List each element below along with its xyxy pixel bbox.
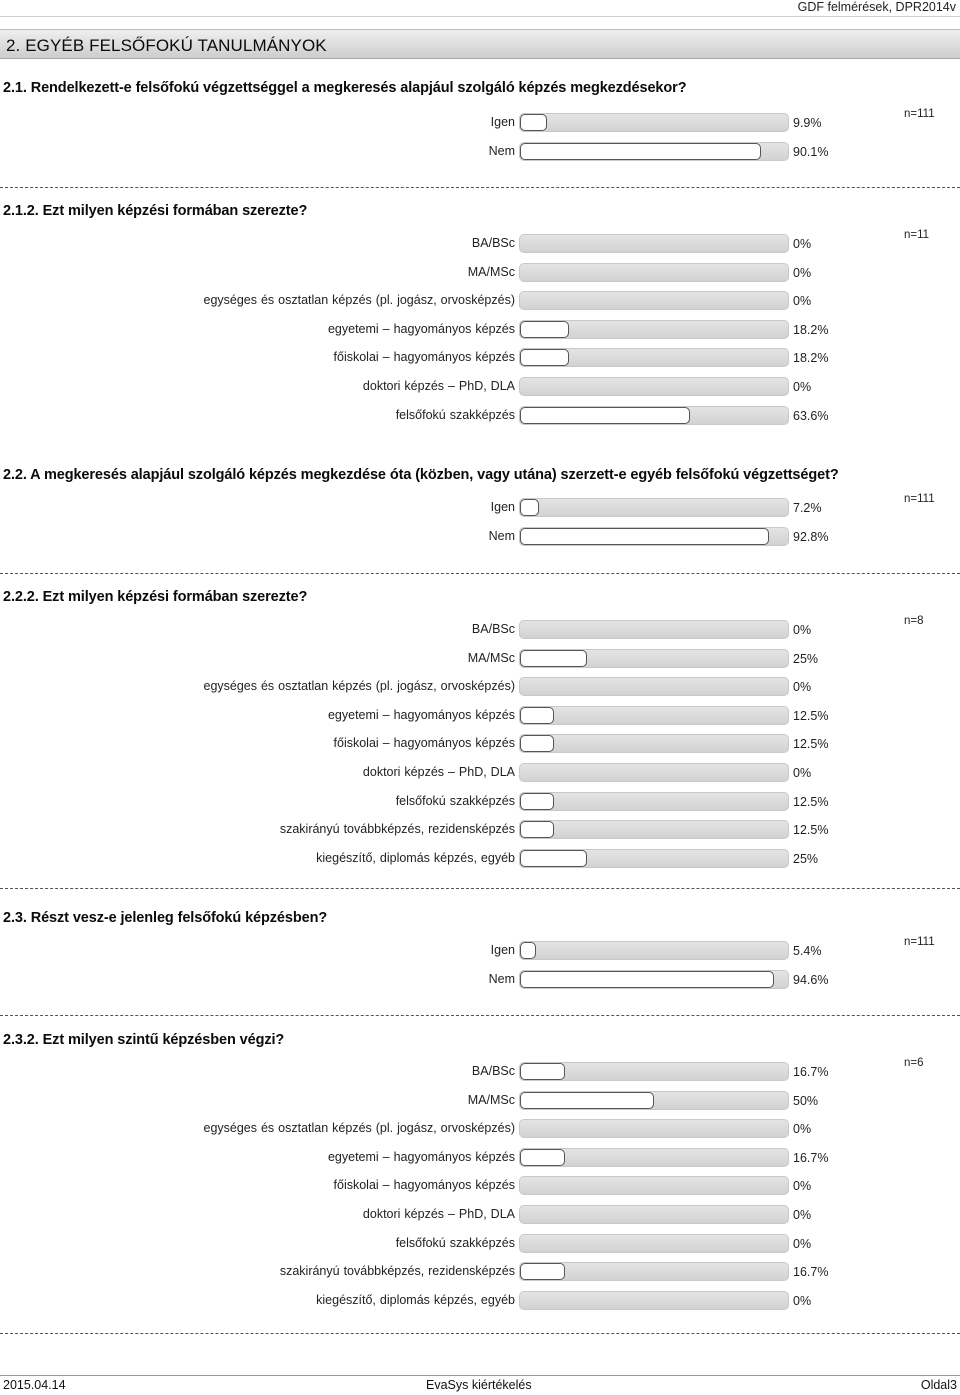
percentage-bar-track [519, 677, 789, 696]
answer-percentage: 16.7% [793, 1265, 829, 1280]
answer-row [0, 406, 960, 426]
answer-percentage: 90.1% [793, 144, 829, 159]
percentage-bar-track [519, 1091, 789, 1110]
answer-row [0, 1148, 960, 1168]
section-band [0, 29, 960, 59]
percentage-bar-fill [520, 528, 769, 545]
percentage-bar-track [519, 620, 789, 639]
percentage-bar-fill [520, 821, 554, 838]
answer-percentage: 0% [793, 680, 812, 695]
answer-label: kiegészítő, diplomás képzés, egyéb [316, 850, 515, 865]
answer-percentage: 0% [793, 1122, 812, 1137]
answer-row [0, 936, 960, 961]
answer-row [0, 348, 960, 368]
answer-row [0, 849, 960, 869]
answer-label: doktori képzés – PhD, DLA [362, 379, 515, 393]
question-title: 2.1.2. Ezt milyen képzési formában szerezte? [3, 203, 308, 219]
percentage-bar-track [519, 1148, 789, 1167]
percentage-bar-track [519, 649, 789, 668]
percentage-bar-track [519, 406, 789, 425]
answer-row [0, 229, 960, 254]
answer-row [0, 377, 960, 397]
answer-row [0, 649, 960, 669]
percentage-bar-track [519, 527, 789, 546]
answer-label: felsőfokú szakképzés [395, 407, 515, 422]
answer-percentage: 18.2% [793, 351, 829, 366]
question-separator [0, 187, 960, 188]
percentage-bar-track [519, 734, 789, 753]
answer-percentage: 0% [793, 237, 812, 251]
answer-label: egységes és osztatlan képzés (pl. jogász, orvosképzés) [203, 293, 515, 308]
answer-label: Igen [490, 115, 515, 129]
answer-label: egyetemi – hagyományos képzés [327, 1149, 515, 1164]
answer-percentage: 12.5% [793, 708, 829, 723]
answer-label: felsőfokú szakképzés [395, 793, 515, 808]
percentage-bar-track [519, 1205, 789, 1224]
answer-percentage: 0% [793, 766, 812, 780]
report-header-title: GDF felmérések, DPR2014v [797, 0, 956, 14]
section-title: 2. EGYÉB FELSŐFOKÚ TANULMÁNYOK [6, 36, 327, 55]
percentage-bar-fill [520, 1092, 654, 1109]
percentage-bar-fill [520, 321, 569, 338]
sample-size: n=111 [904, 936, 935, 948]
question-title: 2.2. A megkeresés alapjául szolgáló képzés megkezdése óta (közben, vagy utána) szerzett-e egyéb felsőfokú végzettséget? [3, 467, 839, 483]
percentage-bar-track [519, 1262, 789, 1281]
percentage-bar-fill [520, 971, 774, 988]
percentage-bar-fill [520, 735, 554, 752]
answer-percentage: 12.5% [793, 794, 829, 809]
answer-row [0, 615, 960, 640]
percentage-bar-track [519, 1234, 789, 1253]
answer-row [0, 263, 960, 283]
answer-percentage: 0% [793, 265, 812, 280]
answer-percentage: 9.9% [793, 116, 822, 130]
answer-label: főiskolai – hagyományos képzés [333, 1178, 515, 1193]
percentage-bar-track [519, 348, 789, 367]
question-separator [0, 1333, 960, 1334]
answer-label: kiegészítő, diplomás képzés, egyéb [316, 1292, 515, 1307]
answer-row [0, 1091, 960, 1111]
percentage-bar-track [519, 792, 789, 811]
answer-row [0, 108, 960, 133]
percentage-bar-track [519, 291, 789, 310]
answer-row [0, 291, 960, 311]
percentage-bar-track [519, 1291, 789, 1310]
sample-size: n=111 [904, 108, 935, 120]
answer-row [0, 1205, 960, 1225]
answer-row [0, 1234, 960, 1254]
answer-label: egységes és osztatlan képzés (pl. jogász, orvosképzés) [203, 1121, 515, 1136]
percentage-bar-track [519, 941, 789, 960]
answer-label: BA/BSc [471, 236, 515, 250]
answer-label: Nem [488, 528, 515, 543]
percentage-bar-track [519, 1176, 789, 1195]
sample-size: n=111 [904, 493, 935, 505]
answer-percentage: 0% [793, 1208, 812, 1222]
question-separator [0, 573, 960, 574]
percentage-bar-track [519, 1119, 789, 1138]
answer-label: Igen [490, 943, 515, 957]
percentage-bar-track [519, 706, 789, 725]
answer-percentage: 12.5% [793, 823, 829, 838]
answer-row [0, 1262, 960, 1282]
answer-percentage: 94.6% [793, 972, 829, 987]
answer-label: MA/MSc [467, 650, 515, 665]
answer-label: Nem [488, 971, 515, 986]
percentage-bar-track [519, 1062, 789, 1081]
percentage-bar-track [519, 970, 789, 989]
percentage-bar-fill [520, 707, 554, 724]
percentage-bar-fill [520, 650, 587, 667]
answer-percentage: 0% [793, 294, 812, 309]
percentage-bar-track [519, 820, 789, 839]
answer-percentage: 7.2% [793, 501, 822, 515]
percentage-bar-fill [520, 143, 761, 160]
sample-size: n=6 [904, 1057, 924, 1069]
answer-label: szakirányú továbbképzés, rezidensképzés [279, 822, 515, 837]
sample-size: n=11 [904, 229, 930, 241]
answer-percentage: 25% [793, 651, 819, 666]
answer-row [0, 970, 960, 990]
answer-row [0, 820, 960, 840]
percentage-bar-fill [520, 499, 539, 516]
question-title: 2.3. Részt vesz-e jelenleg felsőfokú képzésben? [3, 910, 328, 926]
percentage-bar-fill [520, 349, 569, 366]
footer-center-text: EvaSys kiértékelés [426, 1378, 532, 1392]
percentage-bar-track [519, 142, 789, 161]
answer-percentage: 25% [793, 851, 819, 866]
answer-label: főiskolai – hagyományos képzés [333, 736, 515, 751]
answer-percentage: 16.7% [793, 1065, 829, 1079]
percentage-bar-fill [520, 942, 536, 959]
answer-row [0, 734, 960, 754]
footer-page-number: Oldal3 [920, 1378, 957, 1392]
question-title: 2.2.2. Ezt milyen képzési formában szerezte? [3, 589, 308, 605]
question-separator [0, 888, 960, 889]
answer-percentage: 63.6% [793, 408, 829, 423]
question-title: 2.3.2. Ezt milyen szintű képzésben végzi? [3, 1032, 285, 1048]
answer-percentage: 5.4% [793, 944, 822, 958]
percentage-bar-track [519, 498, 789, 517]
percentage-bar-track [519, 377, 789, 396]
percentage-bar-track [519, 763, 789, 782]
answer-row [0, 1057, 960, 1082]
answer-row [0, 320, 960, 340]
answer-row [0, 527, 960, 547]
answer-percentage: 0% [793, 623, 812, 637]
question-title: 2.1. Rendelkezett-e felsőfokú végzettséggel a megkeresés alapjául szolgáló képzés megkezdésekor? [3, 80, 687, 96]
answer-row [0, 677, 960, 697]
answer-label: főiskolai – hagyományos képzés [333, 350, 515, 365]
answer-label: BA/BSc [471, 622, 515, 636]
answer-label: egyetemi – hagyományos képzés [327, 707, 515, 722]
percentage-bar-fill [520, 850, 587, 867]
answer-row [0, 792, 960, 812]
header-divider [0, 16, 960, 17]
sample-size: n=8 [904, 615, 924, 627]
answer-percentage: 16.7% [793, 1150, 829, 1165]
percentage-bar-fill [520, 407, 690, 424]
answer-label: doktori képzés – PhD, DLA [362, 1207, 515, 1221]
percentage-bar-fill [520, 1063, 565, 1080]
percentage-bar-track [519, 263, 789, 282]
footer-date: 2015.04.14 [3, 1378, 66, 1392]
answer-row [0, 706, 960, 726]
percentage-bar-fill [520, 114, 547, 131]
percentage-bar-track [519, 320, 789, 339]
percentage-bar-fill [520, 793, 554, 810]
answer-percentage: 0% [793, 1179, 812, 1194]
answer-label: Igen [490, 500, 515, 514]
answer-label: BA/BSc [471, 1064, 515, 1078]
percentage-bar-fill [520, 1263, 565, 1280]
answer-label: szakirányú továbbképzés, rezidensképzés [279, 1264, 515, 1279]
answer-row [0, 763, 960, 783]
answer-percentage: 0% [793, 1293, 812, 1308]
answer-label: doktori képzés – PhD, DLA [362, 765, 515, 779]
answer-percentage: 50% [793, 1093, 819, 1108]
answer-row [0, 142, 960, 162]
answer-row [0, 1291, 960, 1311]
answer-label: egységes és osztatlan képzés (pl. jogász, orvosképzés) [203, 679, 515, 694]
answer-label: egyetemi – hagyományos képzés [327, 321, 515, 336]
footer-divider [0, 1375, 960, 1376]
question-separator [0, 1015, 960, 1016]
answer-percentage: 18.2% [793, 322, 829, 337]
answer-row [0, 1119, 960, 1139]
answer-label: MA/MSc [467, 1092, 515, 1107]
answer-label: felsőfokú szakképzés [395, 1235, 515, 1250]
percentage-bar-track [519, 113, 789, 132]
percentage-bar-track [519, 849, 789, 868]
answer-percentage: 12.5% [793, 737, 829, 752]
percentage-bar-fill [520, 1149, 565, 1166]
percentage-bar-track [519, 234, 789, 253]
answer-row [0, 493, 960, 518]
answer-percentage: 92.8% [793, 529, 829, 544]
answer-percentage: 0% [793, 380, 812, 394]
answer-label: Nem [488, 143, 515, 158]
answer-label: MA/MSc [467, 264, 515, 279]
answer-percentage: 0% [793, 1236, 812, 1251]
answer-row [0, 1176, 960, 1196]
